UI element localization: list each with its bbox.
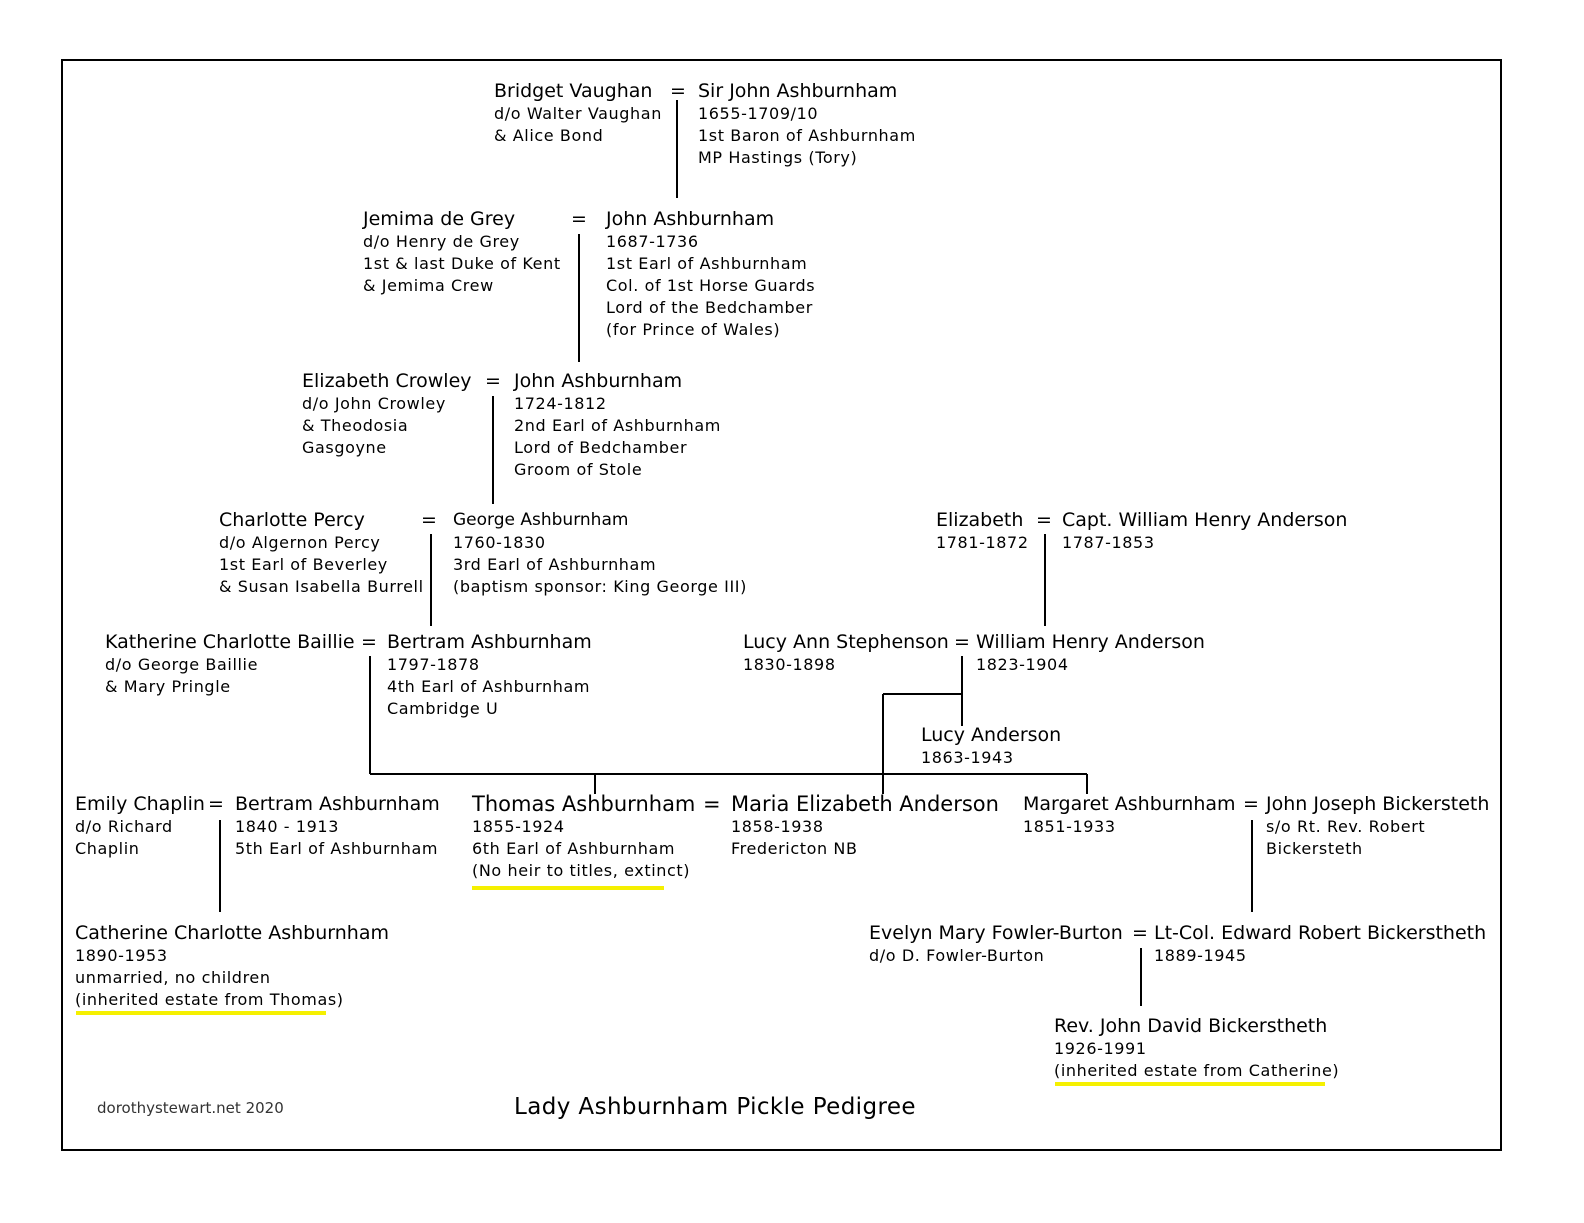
person-katherine-charlotte-baillie <box>105 631 355 698</box>
person-name: Lucy Ann Stephenson <box>743 631 949 653</box>
person-name: William Henry Anderson <box>976 631 1205 653</box>
person-sir-john-ashburnham <box>698 80 916 169</box>
person-details <box>1062 532 1347 554</box>
person-name: Sir John Ashburnham <box>698 80 898 102</box>
detail-line: Cambridge U <box>387 699 499 718</box>
person-name: Jemima de Grey <box>363 208 516 230</box>
person-name: John Joseph Bickersteth <box>1266 793 1490 815</box>
person-details <box>219 532 424 598</box>
spouse-equals: = <box>361 631 377 653</box>
person-details <box>869 945 1123 967</box>
person-details <box>302 393 472 459</box>
detail-line: s/o Rt. Rev. Robert <box>1266 817 1426 836</box>
person-details <box>743 654 949 676</box>
detail-line: (baptism sponsor: King George III) <box>453 577 747 596</box>
person-john-ashburnham-1687 <box>606 208 815 341</box>
detail-line: 1926-1991 <box>1054 1039 1147 1058</box>
spouse-equals: = <box>485 370 501 392</box>
detail-line: 1830-1898 <box>743 655 836 674</box>
person-details <box>75 816 205 860</box>
detail-line: d/o Richard <box>75 817 173 836</box>
spouse-equals: = <box>670 80 686 102</box>
spouse-equals: = <box>1132 922 1148 944</box>
person-lucy-anderson <box>921 724 1061 769</box>
person-charlotte-percy <box>219 509 424 598</box>
person-name: Thomas Ashburnham <box>472 792 696 816</box>
spouse-equals: = <box>421 509 437 531</box>
person-name: John Ashburnham <box>606 208 775 230</box>
person-john-ashburnham-1724 <box>514 370 721 481</box>
person-name: Charlotte Percy <box>219 509 365 531</box>
person-jemima-de-grey <box>363 208 561 297</box>
person-elizabeth-crowley <box>302 370 472 459</box>
detail-line: 6th Earl of Ashburnham <box>472 839 676 858</box>
detail-line: 3rd Earl of Ashburnham <box>453 555 657 574</box>
detail-line: 1st Earl of Beverley <box>219 555 388 574</box>
detail-line: Col. of 1st Horse Guards <box>606 276 816 295</box>
person-details <box>936 532 1029 554</box>
detail-line: & Susan Isabella Burrell <box>219 577 424 596</box>
detail-line: & Theodosia <box>302 416 409 435</box>
person-lucy-ann-stephenson <box>743 631 949 676</box>
detail-line: 1840 - 1913 <box>235 817 339 836</box>
detail-line: d/o D. Fowler-Burton <box>869 946 1045 965</box>
spouse-equals: = <box>571 208 587 230</box>
detail-line: unmarried, no children <box>75 968 271 987</box>
detail-line: d/o John Crowley <box>302 394 446 413</box>
detail-line: d/o Walter Vaughan <box>494 104 662 123</box>
person-name: George Ashburnham <box>453 510 629 530</box>
person-details <box>363 231 561 297</box>
person-name: Emily Chaplin <box>75 793 205 815</box>
person-elizabeth <box>936 509 1029 554</box>
person-name: Capt. William Henry Anderson <box>1062 509 1348 531</box>
person-william-henry-anderson <box>976 631 1205 676</box>
spouse-equals: = <box>703 792 721 816</box>
person-margaret-ashburnham <box>1023 793 1236 838</box>
person-name: Evelyn Mary Fowler-Burton <box>869 922 1123 944</box>
detail-line: 1855-1924 <box>472 817 565 836</box>
detail-line: 1823-1904 <box>976 655 1069 674</box>
detail-line: (inherited estate from Thomas) <box>75 990 344 1009</box>
detail-line: d/o George Baillie <box>105 655 259 674</box>
person-details <box>1154 945 1486 967</box>
person-maria-elizabeth-anderson <box>731 793 999 860</box>
credit-text: dorothystewart.net 2020 <box>97 1099 284 1117</box>
person-details <box>514 393 721 481</box>
detail-line: 1851-1933 <box>1023 817 1116 836</box>
person-name: Bridget Vaughan <box>494 80 653 102</box>
detail-line: MP Hastings (Tory) <box>698 148 858 167</box>
person-name: Maria Elizabeth Anderson <box>731 792 999 816</box>
detail-line: 1760-1830 <box>453 533 546 552</box>
detail-line: 1889-1945 <box>1154 946 1247 965</box>
detail-line: 1797-1878 <box>387 655 480 674</box>
person-details <box>606 231 815 341</box>
person-name: Catherine Charlotte Ashburnham <box>75 922 390 944</box>
person-name: Lucy Anderson <box>921 724 1062 746</box>
detail-line: Bickersteth <box>1266 839 1363 858</box>
person-details <box>1054 1038 1339 1082</box>
person-details <box>921 747 1061 769</box>
person-details <box>453 532 747 598</box>
person-details <box>976 654 1205 676</box>
person-details <box>235 816 440 860</box>
person-name: Rev. John David Bickerstheth <box>1054 1015 1328 1037</box>
person-bertram-ashburnham-1797 <box>387 631 592 720</box>
person-details <box>494 103 662 147</box>
person-details <box>105 654 355 698</box>
detail-line: 1858-1938 <box>731 817 824 836</box>
person-catherine-charlotte-ashburnham <box>75 922 389 1011</box>
detail-line: (for Prince of Wales) <box>606 320 781 339</box>
person-details <box>731 816 999 860</box>
person-details <box>698 103 916 169</box>
detail-line: Groom of Stole <box>514 460 643 479</box>
spouse-equals: = <box>954 631 970 653</box>
person-name: Margaret Ashburnham <box>1023 793 1236 815</box>
detail-line: & Mary Pringle <box>105 677 231 696</box>
person-capt-william-henry-anderson <box>1062 509 1347 554</box>
detail-line: 1787-1853 <box>1062 533 1155 552</box>
person-edward-robert-bickerstheth <box>1154 922 1486 967</box>
person-emily-chaplin <box>75 793 205 860</box>
person-name: Katherine Charlotte Baillie <box>105 631 355 653</box>
detail-line: 1687-1736 <box>606 232 699 251</box>
person-name: Bertram Ashburnham <box>387 631 592 653</box>
detail-line: 1655-1709/10 <box>698 104 819 123</box>
person-name: Elizabeth Crowley <box>302 370 472 392</box>
detail-line: Chaplin <box>75 839 140 858</box>
person-bridget-vaughan <box>494 80 662 147</box>
detail-line: 4th Earl of Ashburnham <box>387 677 591 696</box>
person-john-joseph-bickersteth <box>1266 793 1489 860</box>
detail-line: & Jemima Crew <box>363 276 494 295</box>
detail-line: 1st Earl of Ashburnham <box>606 254 808 273</box>
person-evelyn-mary-fowler-burton <box>869 922 1123 967</box>
detail-line: 1724-1812 <box>514 394 607 413</box>
detail-line: Lord of the Bedchamber <box>606 298 813 317</box>
detail-line: 1st & last Duke of Kent <box>363 254 561 273</box>
person-details <box>1023 816 1236 838</box>
detail-line: Gasgoyne <box>302 438 387 457</box>
person-name: John Ashburnham <box>514 370 683 392</box>
detail-line: 5th Earl of Ashburnham <box>235 839 439 858</box>
detail-line: d/o Henry de Grey <box>363 232 520 251</box>
person-details <box>387 654 592 720</box>
detail-line: (No heir to titles, extinct) <box>472 861 691 880</box>
spouse-equals: = <box>1243 793 1259 815</box>
person-details <box>472 816 695 882</box>
detail-line: (inherited estate from Catherine) <box>1054 1061 1340 1080</box>
person-details <box>75 945 389 1011</box>
diagram-title: Lady Ashburnham Pickle Pedigree <box>514 1094 916 1120</box>
spouse-equals: = <box>1036 509 1052 531</box>
detail-line: 1781-1872 <box>936 533 1029 552</box>
person-rev-john-david-bickerstheth <box>1054 1015 1339 1082</box>
person-thomas-ashburnham <box>472 793 695 882</box>
detail-line: Lord of Bedchamber <box>514 438 688 457</box>
person-name: Elizabeth <box>936 509 1024 531</box>
detail-line: 1863-1943 <box>921 748 1014 767</box>
spouse-equals: = <box>208 793 224 815</box>
person-name: Bertram Ashburnham <box>235 793 440 815</box>
detail-line: & Alice Bond <box>494 126 604 145</box>
person-name: Lt-Col. Edward Robert Bickerstheth <box>1154 922 1487 944</box>
person-bertram-ashburnham-1840 <box>235 793 440 860</box>
person-george-ashburnham <box>453 509 747 598</box>
detail-line: d/o Algernon Percy <box>219 533 381 552</box>
person-details <box>1266 816 1489 860</box>
detail-line: 2nd Earl of Ashburnham <box>514 416 721 435</box>
detail-line: 1st Baron of Ashburnham <box>698 126 916 145</box>
detail-line: Fredericton NB <box>731 839 858 858</box>
detail-line: 1890-1953 <box>75 946 168 965</box>
